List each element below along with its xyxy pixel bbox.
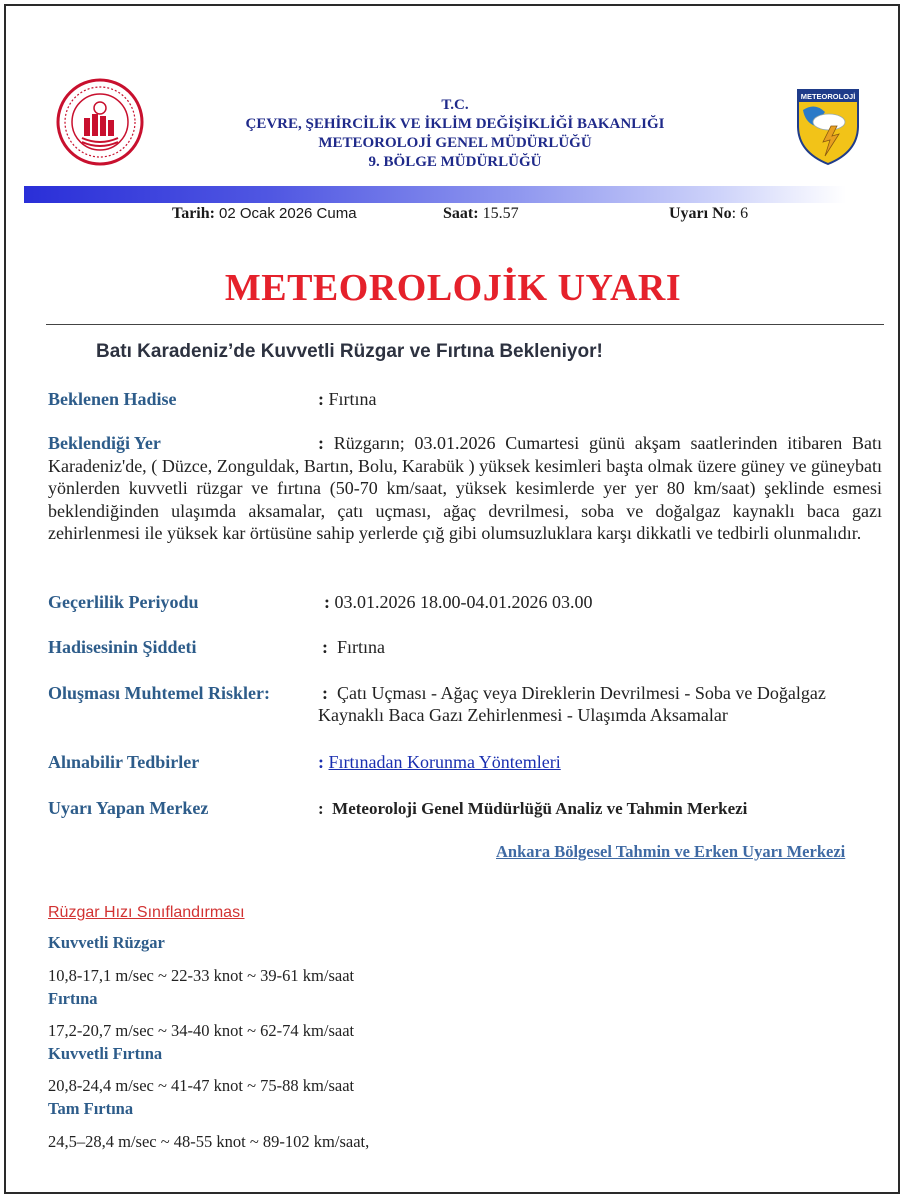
classification-title: Rüzgar Hızı Sınıflandırması	[48, 904, 245, 921]
meteorology-logo-icon	[795, 86, 861, 166]
class-value-storm: 17,2-20,7 m/sec ~ 34-40 knot ~ 62-74 km/saat	[48, 1021, 355, 1040]
center-label: Uyarı Yapan Merkez	[48, 798, 209, 818]
header-band	[24, 186, 846, 203]
risks-line1-field: : Çatı Uçması - Ağaç veya Direklerin Devrilmesi - Soba ve Doğalgaz	[322, 683, 826, 703]
class-value-strong-wind: 10,8-17,1 m/sec ~ 22-33 knot ~ 39-61 km/saat	[48, 966, 355, 985]
severity-field: : Fırtına	[322, 637, 385, 657]
warning-number-value: : 6	[731, 205, 749, 222]
severity-label: Hadisesinin Şiddeti	[48, 637, 197, 657]
expected-event-field: : Fırtına	[318, 389, 377, 409]
center-field: : Meteoroloji Genel Müdürlüğü Analiz ve Tahmin Merkezi	[318, 799, 748, 818]
time-field	[443, 205, 519, 223]
date-label: Tarih:	[172, 205, 215, 222]
risks-value-line1: Çatı Uçması - Ağaç veya Direklerin Devrilmesi - Soba ve Doğalgaz	[337, 683, 826, 703]
expected-place-field: : Rüzgarın; 03.01.2026 Cumartesi günü akşam saatlerinden itibaren Batı Karadeniz'de, ( Düzce, Zonguldak, Bartın, Bolu, Karabük ) yüksek kesimleri başta olmak üzere güney ve güneybatı yönlerden kuvvetli rüzgar ve fırtına (50-70 km/saat, yüksek kesimlerde yer yer 80 km/saat) şeklinde esmesi beklendiğinden ulaşımda aksamalar, çatı uçması, ağaç devrilmesi, soba ve doğalgaz kaynaklı baca gazı zehirlenmesi ile yüksek kar örtüsüne sahip yerlerde çığ gibi olumsuzluklara karşı dikkatli ve tedbirli olunmalıdır.	[48, 433, 882, 543]
class-name-full-storm: Tam Fırtına	[48, 1099, 134, 1118]
risks-label: Oluşması Muhtemel Riskler:	[48, 683, 270, 703]
date-field	[172, 205, 357, 223]
class-value-strong-storm: 20,8-24,4 m/sec ~ 41-47 knot ~ 75-88 km/saat	[48, 1076, 355, 1095]
meteorology-logo-text: METEOROLOJİ	[800, 92, 856, 101]
header-tc: T.C.	[441, 97, 469, 113]
warning-subtitle: Batı Karadeniz’de Kuvvetli Rüzgar ve Fırtına Bekleniyor!	[96, 341, 603, 362]
measures-label: Alınabilir Tedbirler	[48, 752, 200, 772]
warning-number-label: Uyarı No	[669, 205, 732, 222]
title-divider	[46, 324, 884, 325]
expected-place-label: Beklendiği Yer	[48, 433, 161, 453]
validity-label: Geçerlilik Periyodu	[48, 592, 199, 612]
header-directorate: METEOROLOJİ GENEL MÜDÜRLÜĞÜ	[318, 135, 592, 151]
class-name-strong-storm: Kuvvetli Fırtına	[48, 1044, 163, 1063]
time-value: 15.57	[482, 205, 519, 222]
measures-field: : Fırtınadan Korunma Yöntemleri	[318, 752, 561, 772]
class-name-storm: Fırtına	[48, 989, 98, 1008]
validity-field: : 03.01.2026 18.00-04.01.2026 03.00	[324, 592, 593, 612]
class-name-strong-wind: Kuvvetli Rüzgar	[48, 933, 165, 952]
expected-event-label: Beklenen Hadise	[48, 389, 177, 409]
center-value: Meteoroloji Genel Müdürlüğü Analiz ve Tahmin Merkezi	[332, 799, 748, 818]
risks-value-line2: Kaynaklı Baca Gazı Zehirlenmesi - Ulaşımda Aksamalar	[318, 705, 728, 725]
regional-center-link[interactable]: Ankara Bölgesel Tahmin ve Erken Uyarı Merkezi	[496, 842, 846, 861]
expected-event-value: Fırtına	[328, 389, 377, 409]
class-value-full-storm: 24,5–28,4 m/sec ~ 48-55 knot ~ 89-102 km/saat,	[48, 1132, 370, 1151]
header-block	[240, 96, 670, 172]
validity-value: 03.01.2026 18.00-04.01.2026 03.00	[334, 592, 593, 612]
page-title: METEOROLOJİK UYARI	[224, 267, 682, 309]
header-ministry: ÇEVRE, ŞEHİRCİLİK VE İKLİM DEĞİŞİKLİĞİ BAKANLIĞI	[245, 116, 665, 132]
expected-place-value: Rüzgarın; 03.01.2026 Cumartesi günü akşam saatlerinden itibaren Batı Karadeniz'de, ( Düzce, Zonguldak, Bartın, Bolu, Karabük ) yüksek kesimleri başta olmak üzere güney ve güneybatı yönlerden kuvvetli rüzgar ve fırtına (50-70 km/saat, yüksek kesimlerde yer yer 80 km/saat) şeklinde esmesi beklendiğinden ulaşımda aksamalar, çatı uçması, ağaç devrilmesi, soba ve doğalgaz kaynaklı baca gazı zehirlenmesi ile yüksek kar örtüsüne sahip yerlerde çığ gibi olumsuzluklara karşı dikkatli ve tedbirli olunmalıdır.	[48, 433, 882, 543]
time-label: Saat:	[443, 205, 479, 222]
date-value: 02 Ocak 2026 Cuma	[218, 205, 357, 222]
measures-link[interactable]: Fırtınadan Korunma Yöntemleri	[328, 752, 561, 772]
ministry-logo-icon	[56, 78, 144, 166]
header-region: 9. BÖLGE MÜDÜRLÜĞÜ	[368, 154, 542, 170]
warning-number-field	[669, 205, 748, 223]
severity-value: Fırtına	[337, 637, 385, 657]
